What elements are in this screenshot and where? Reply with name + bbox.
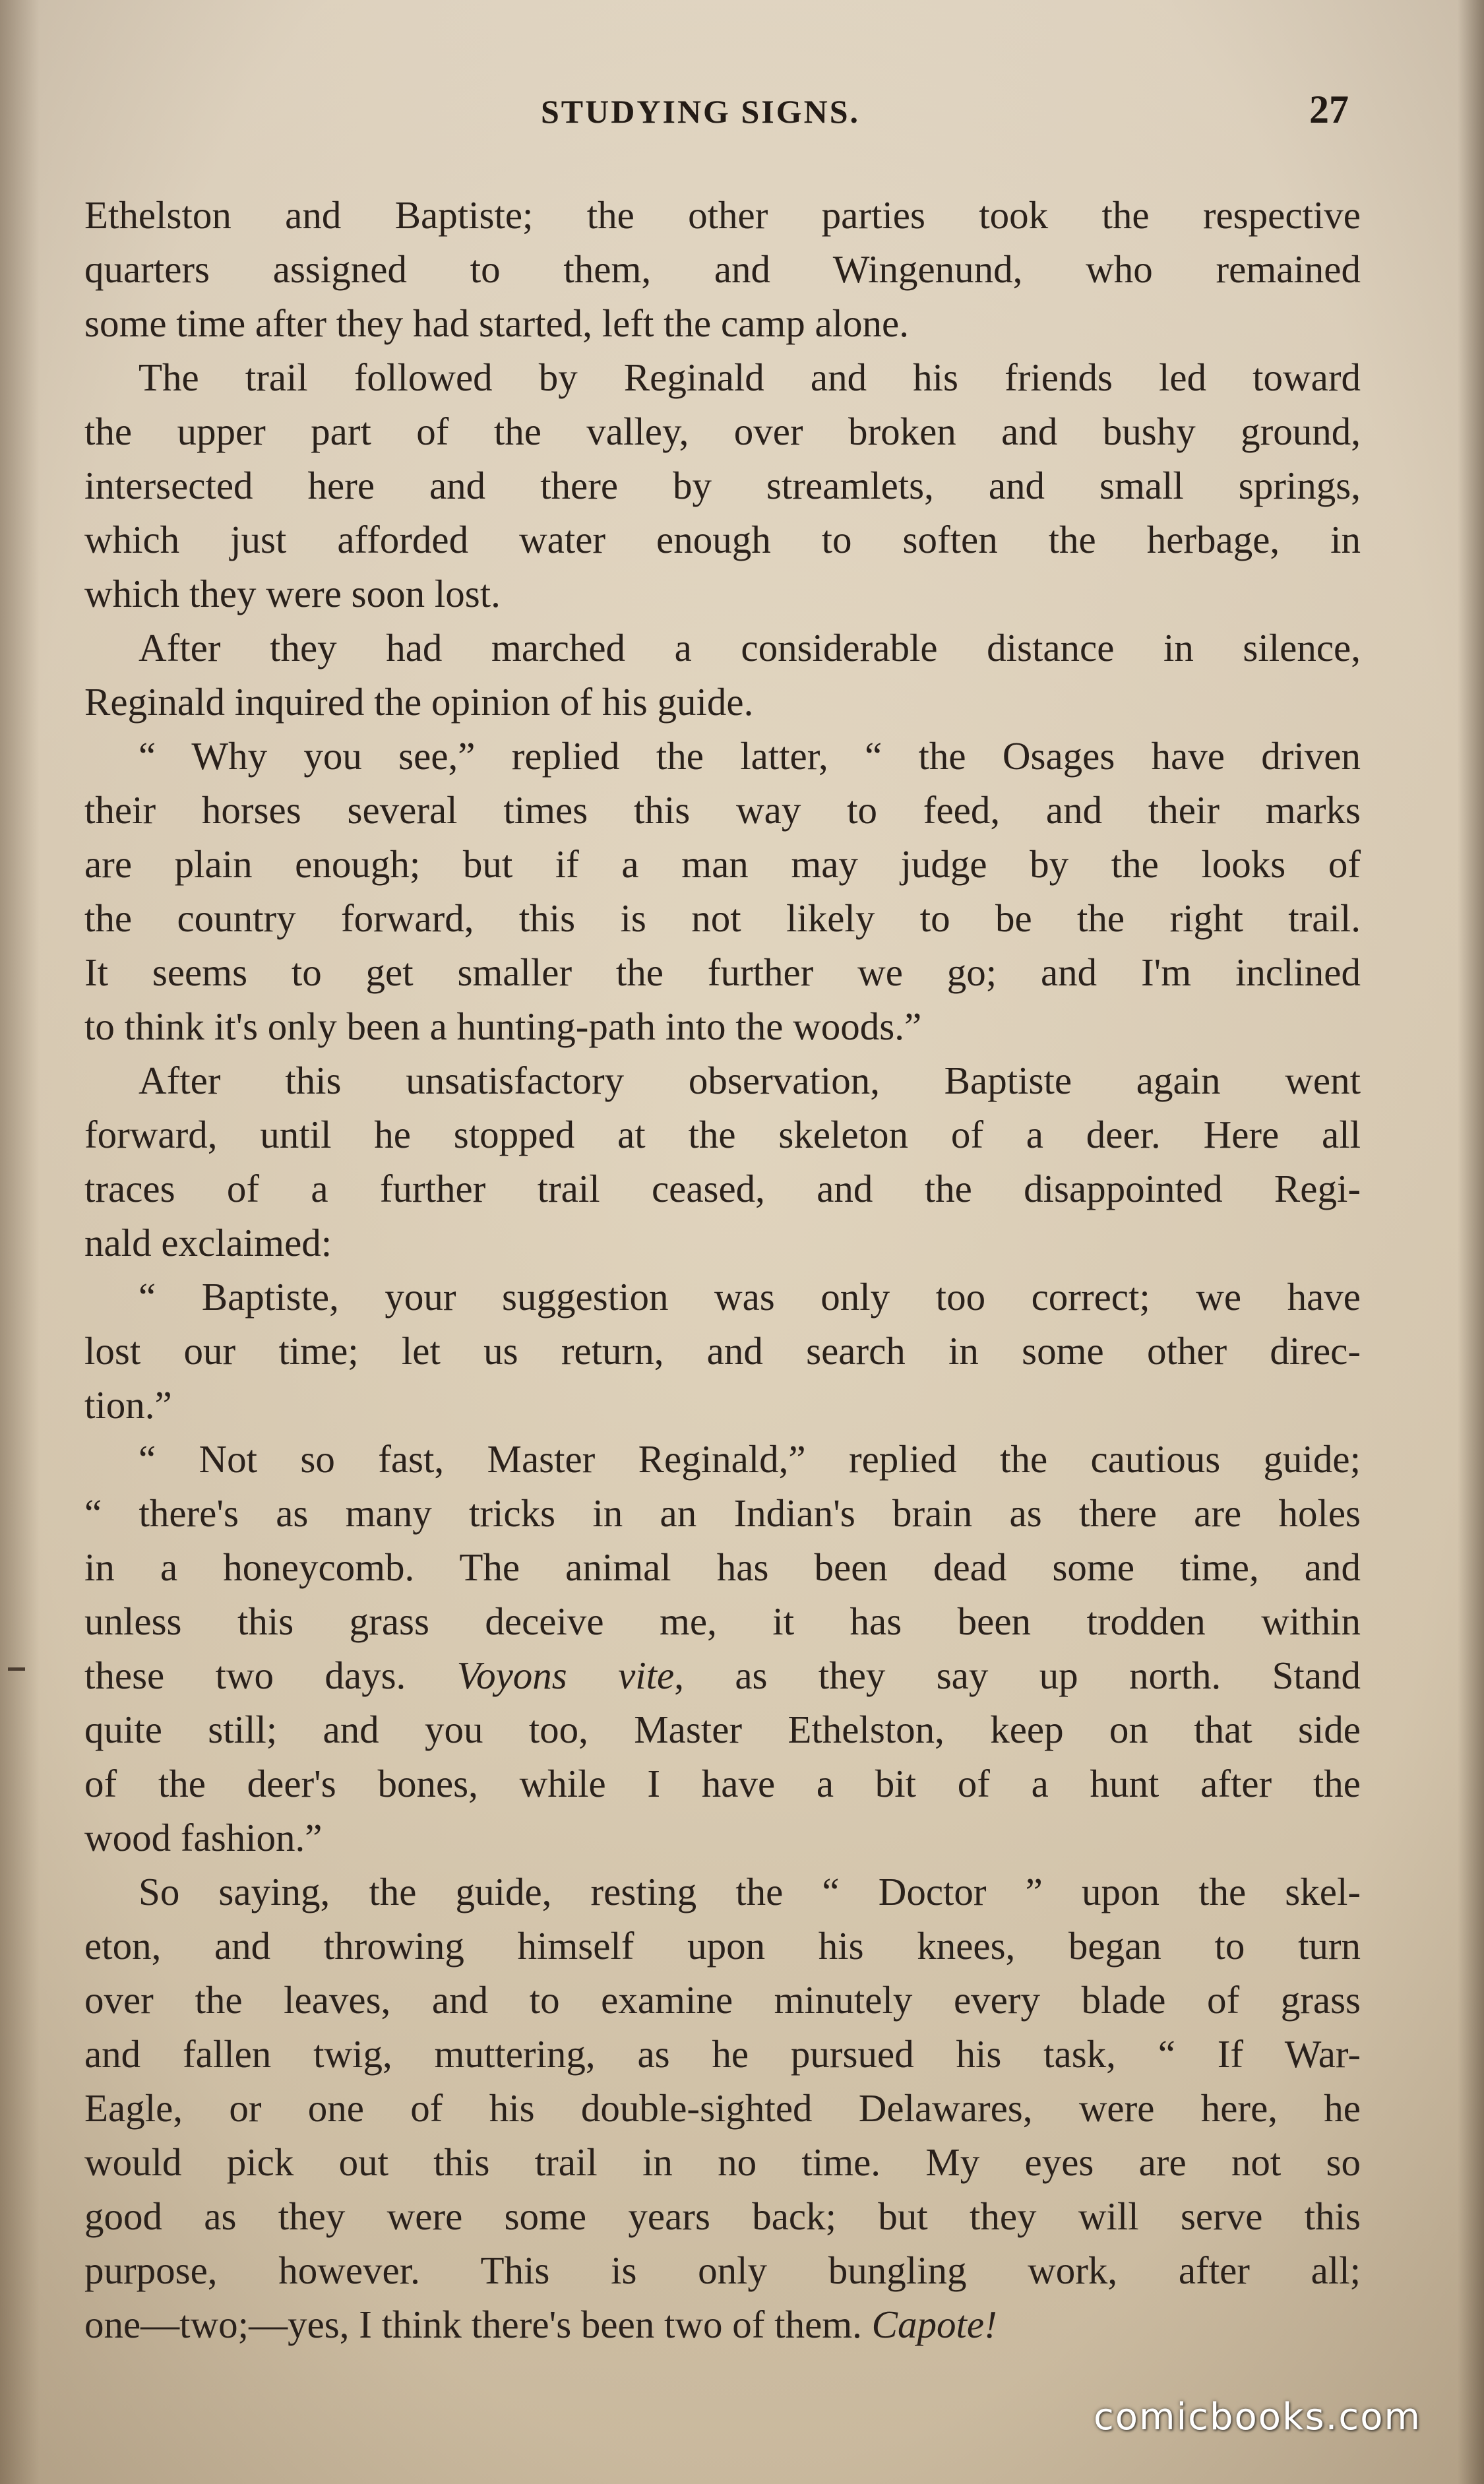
text-line: the country forward, this is not likely to be the right trail. <box>84 896 1361 940</box>
italic-phrase: Capote! <box>871 2303 997 2346</box>
text-line: one—two;—yes, I think there's been two of them. Capote! <box>84 2303 997 2346</box>
text-line: traces of a further trail ceased, and the disappointed Regi- <box>84 1167 1361 1210</box>
text-line: “ Why you see,” replied the latter, “ the Osages have driven <box>139 734 1361 778</box>
text-line: After this unsatisfactory observation, Baptiste again went <box>139 1059 1361 1102</box>
text-line: nald exclaimed: <box>84 1221 332 1264</box>
page-left-shadow <box>0 0 40 2484</box>
text-line: their horses several times this way to feed, and their marks <box>84 788 1361 832</box>
text-line: lost our time; let us return, and search in some other direc- <box>84 1329 1361 1373</box>
text-line: Eagle, or one of his double-sighted Delawares, were here, he <box>84 2086 1361 2130</box>
paragraph <box>84 1432 1361 1865</box>
text-line: in a honeycomb. The animal has been dead some time, and <box>84 1545 1361 1589</box>
text-line: The trail followed by Reginald and his friends led toward <box>139 356 1361 399</box>
text-line: some time after they had started, left the camp alone. <box>84 301 909 345</box>
text-line: intersected here and there by streamlets, and small springs, <box>84 464 1361 507</box>
text-line: to think it's only been a hunting-path into the woods.” <box>84 1005 922 1048</box>
italic-phrase: Voyons vite <box>456 1654 675 1697</box>
text-line: So saying, the guide, resting the “ Doctor ” upon the skel- <box>139 1870 1361 1913</box>
paragraph <box>84 188 1361 350</box>
text-line: of the deer's bones, while I have a bit of a hunt after the <box>84 1762 1361 1805</box>
paragraph <box>84 621 1361 729</box>
paragraph <box>84 1270 1361 1432</box>
paragraph <box>84 1053 1361 1270</box>
text-line: which they were soon lost. <box>84 572 501 615</box>
paragraph <box>84 729 1361 1053</box>
text-line: eton, and throwing himself upon his knees, began to turn <box>84 1924 1361 1968</box>
text-line: “ Baptiste, your suggestion was only too correct; we have <box>139 1275 1361 1319</box>
paragraph <box>84 1865 1361 2351</box>
text-line: which just afforded water enough to soften the herbage, in <box>84 518 1361 561</box>
page-number: 27 <box>1309 88 1349 131</box>
text-line: quite still; and you too, Master Ethelston, keep on that side <box>84 1708 1361 1751</box>
text-line: these two days. Voyons vite, as they say up north. Stand <box>84 1654 1361 1697</box>
text-line: Reginald inquired the opinion of his guide. <box>84 680 754 724</box>
text-line: Ethelston and Baptiste; the other parties took the respective <box>84 193 1361 237</box>
text-line: the upper part of the valley, over broken and bushy ground, <box>84 410 1361 453</box>
text-line: over the leaves, and to examine minutely every blade of grass <box>84 1978 1361 2022</box>
text-line: wood fashion.” <box>84 1816 323 1859</box>
text-line: are plain enough; but if a man may judge by the looks of <box>84 842 1361 886</box>
paragraph <box>84 350 1361 621</box>
running-title: STUDYING SIGNS. <box>541 93 861 130</box>
running-header <box>0 88 1484 145</box>
text-line: quarters assigned to them, and Wingenund, who remained <box>84 247 1361 291</box>
text-line: would pick out this trail in no time. My eyes are not so <box>84 2140 1361 2184</box>
text-line: good as they were some years back; but they will serve this <box>84 2194 1361 2238</box>
margin-mark <box>8 1667 25 1671</box>
text-line: After they had marched a considerable distance in silence, <box>139 626 1361 669</box>
text-line: It seems to get smaller the further we go; and I'm inclined <box>84 950 1361 994</box>
text-line: purpose, however. This is only bungling work, after all; <box>84 2249 1361 2292</box>
body-text <box>84 188 1361 2351</box>
text-line: and fallen twig, muttering, as he pursued his task, “ If War- <box>84 2032 1361 2076</box>
watermark: comicbooks.com <box>1094 2396 1422 2438</box>
text-line: forward, until he stopped at the skeleton of a deer. Here all <box>84 1113 1361 1156</box>
text-line: tion.” <box>84 1383 172 1427</box>
text-line: “ Not so fast, Master Reginald,” replied the cautious guide; <box>139 1437 1361 1481</box>
text-line: unless this grass deceive me, it has been trodden within <box>84 1599 1361 1643</box>
page-right-shadow <box>1458 0 1484 2484</box>
text-line: “ there's as many tricks in an Indian's brain as there are holes <box>84 1491 1361 1535</box>
